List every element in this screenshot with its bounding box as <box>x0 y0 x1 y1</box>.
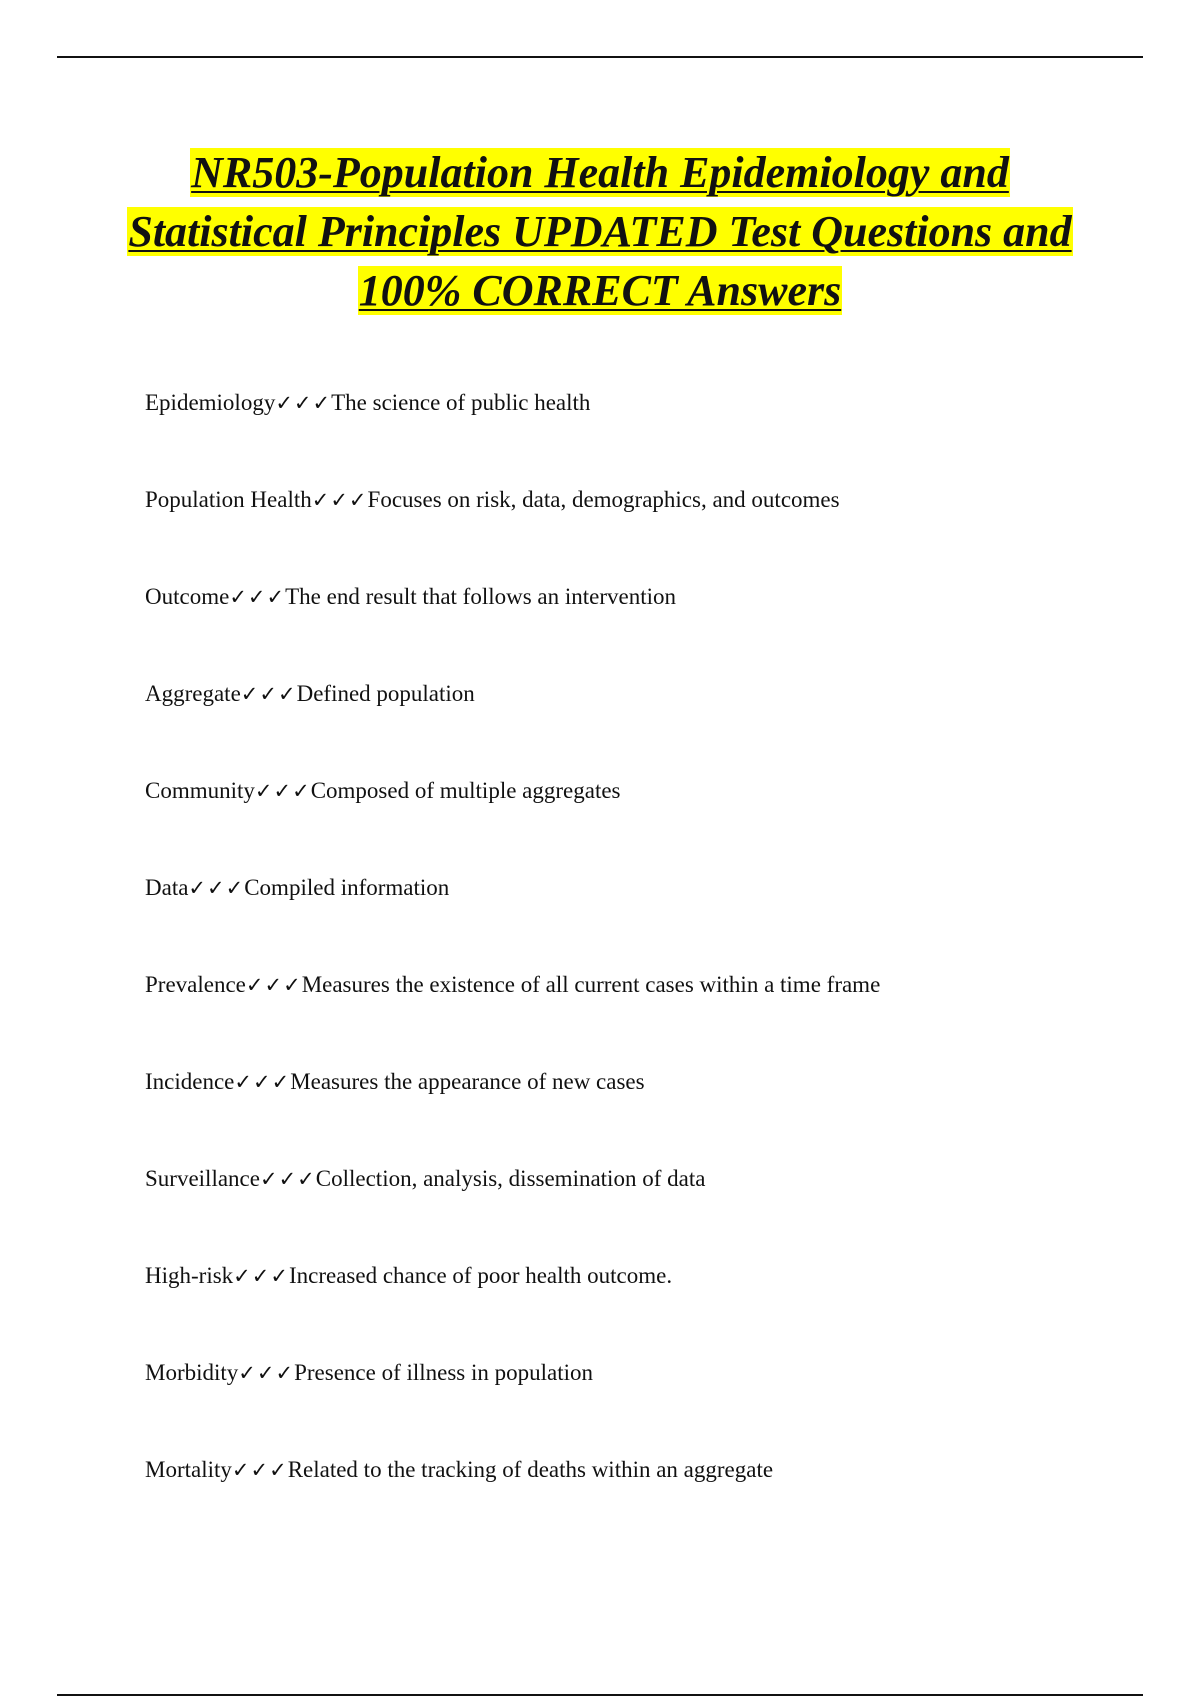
term-label: Prevalence <box>145 972 246 997</box>
term-label: Incidence <box>145 1069 235 1094</box>
check-marks-icon: ✓✓✓ <box>259 1167 316 1191</box>
term-label: Epidemiology <box>145 390 276 415</box>
term-definition: Defined population <box>296 681 475 706</box>
term-definition: Focuses on risk, data, demographics, and outcomes <box>367 487 840 512</box>
term-definition: Increased chance of poor health outcome. <box>288 1263 673 1288</box>
check-marks-icon: ✓✓✓ <box>231 1458 288 1482</box>
term-entry <box>145 873 1145 970</box>
check-marks-icon: ✓✓✓ <box>188 876 245 900</box>
check-marks-icon: ✓✓✓ <box>275 391 332 415</box>
term-label: Community <box>145 778 255 803</box>
term-entry <box>145 388 1145 485</box>
term-definition: Related to the tracking of deaths within an aggregate <box>287 1457 774 1482</box>
bottom-rule <box>57 1694 1143 1696</box>
term-definition: Composed of multiple aggregates <box>310 778 621 803</box>
term-label: Data <box>145 875 189 900</box>
term-definition: Collection, analysis, dissemination of data <box>315 1166 706 1191</box>
term-entry <box>145 679 1145 776</box>
term-label: High-risk <box>145 1263 234 1288</box>
top-rule <box>57 56 1143 58</box>
term-entry <box>145 582 1145 679</box>
term-label: Surveillance <box>145 1166 260 1191</box>
term-definition: Presence of illness in population <box>294 1360 594 1385</box>
title-highlight: NR503-Population Health Epidemiology and Statistical Principles UPDATED Test Questions and 100% CORRECT Answers <box>128 148 1072 315</box>
term-label: Outcome <box>145 584 230 609</box>
term-entry <box>145 1261 1145 1358</box>
term-label: Mortality <box>145 1457 232 1482</box>
term-definition: The end result that follows an intervention <box>285 584 677 609</box>
term-entry <box>145 1164 1145 1261</box>
check-marks-icon: ✓✓✓ <box>240 682 297 706</box>
check-marks-icon: ✓✓✓ <box>238 1361 295 1385</box>
term-entry <box>145 776 1145 873</box>
check-marks-icon: ✓✓✓ <box>245 973 302 997</box>
term-entry <box>145 1358 1145 1455</box>
term-label: Aggregate <box>145 681 241 706</box>
term-entry <box>145 1067 1145 1164</box>
term-entry <box>145 1455 1145 1552</box>
term-list <box>145 388 1145 1552</box>
check-marks-icon: ✓✓✓ <box>229 585 286 609</box>
term-definition: Measures the appearance of new cases <box>290 1069 645 1094</box>
check-marks-icon: ✓✓✓ <box>233 1264 289 1288</box>
term-definition: Compiled information <box>244 875 450 900</box>
check-marks-icon: ✓✓✓ <box>311 488 368 512</box>
term-entry <box>145 970 1145 1067</box>
term-definition: Measures the existence of all current cases within a time frame <box>301 972 881 997</box>
check-marks-icon: ✓✓✓ <box>234 1070 291 1094</box>
check-marks-icon: ✓✓✓ <box>254 779 311 803</box>
term-definition: The science of public health <box>331 390 591 415</box>
term-label: Population Health <box>145 487 312 512</box>
term-label: Morbidity <box>145 1360 239 1385</box>
document-title <box>100 143 1100 320</box>
term-entry <box>145 485 1145 582</box>
